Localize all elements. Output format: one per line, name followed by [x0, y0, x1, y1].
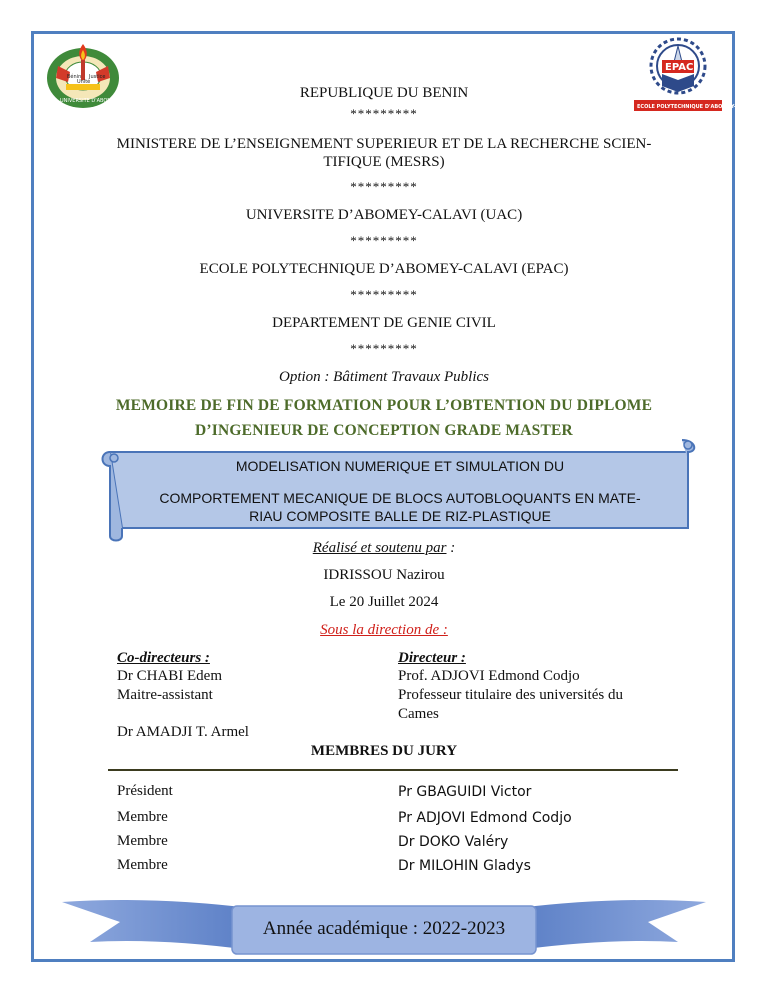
separator-stars: ********* — [350, 233, 418, 248]
uac-motto-mid: Unité — [77, 79, 91, 85]
uac-motto-left: Bénin — [67, 74, 82, 80]
ministry-line-1: MINISTERE DE L’ENSEIGNEMENT SUPERIEUR ET DE LA RECHERCHE SCIEN- — [116, 136, 652, 152]
defense-date: Le 20 Juillet 2024 — [329, 594, 439, 610]
epac-logo — [632, 36, 756, 114]
thesis-title-line-3: RIAU COMPOSITE BALLE DE RIZ-PLASTIQUE — [249, 508, 551, 524]
jury-divider — [108, 769, 678, 771]
jury-role: Membre — [117, 809, 168, 825]
memoire-line-2: D’INGENIEUR DE CONCEPTION GRADE MASTER — [195, 422, 573, 439]
author-label-text: Réalisé et soutenu par — [312, 540, 447, 556]
university-line: UNIVERSITE D’ABOMEY-CALAVI (UAC) — [245, 207, 523, 223]
author-label-suffix: : — [446, 540, 456, 556]
co-director-2-name: Dr AMADJI T. Armel — [117, 724, 249, 740]
epac-logo-text: EPAC — [665, 62, 694, 73]
separator-stars: ********* — [350, 106, 418, 121]
jury-member-name: Pr ADJOVI Edmond Codjo — [398, 810, 572, 826]
jury-member-name: Pr GBAGUIDI Victor — [398, 784, 532, 800]
epac-banner-text: ECOLE POLYTECHNIQUE D'ABOMEY-CALAVI — [637, 104, 756, 110]
academic-year: Année académique : 2022-2023 — [262, 918, 506, 939]
author-name: IDRISSOU Nazirou — [323, 567, 445, 583]
jury-role: Membre — [117, 857, 168, 873]
director-title-line-1: Professeur titulaire des universités du — [398, 687, 623, 703]
title-scroll-banner — [100, 436, 704, 542]
thesis-title-line-2: COMPORTEMENT MECANIQUE DE BLOCS AUTOBLOQUANTS EN MATE- — [159, 490, 641, 506]
co-director-1-name: Dr CHABI Edem — [117, 668, 222, 684]
option-line: Option : Bâtiment Travaux Publics — [279, 369, 489, 385]
direction-heading: Sous la direction de : — [320, 622, 448, 638]
jury-heading: MEMBRES DU JURY — [310, 743, 458, 759]
author-label — [0, 540, 768, 557]
jury-role: Président — [117, 783, 173, 799]
director-label: Directeur : — [398, 650, 466, 666]
uac-motto-right: Justice — [89, 74, 106, 80]
jury-role: Membre — [117, 833, 168, 849]
department-line: DEPARTEMENT DE GENIE CIVIL — [272, 315, 496, 331]
jury-member-name: Dr MILOHIN Gladys — [398, 858, 531, 874]
director-title-line-2: Cames — [398, 706, 439, 722]
memoire-line-1: MEMOIRE DE FIN DE FORMATION POUR L’OBTENTION DU DIPLOME — [115, 397, 653, 414]
separator-stars: ********* — [350, 287, 418, 302]
co-directors-label: Co-directeurs : — [117, 650, 210, 666]
jury-member-name: Dr DOKO Valéry — [398, 834, 509, 850]
thesis-title-line-1: MODELISATION NUMERIQUE ET SIMULATION DU — [235, 458, 565, 474]
director-name: Prof. ADJOVI Edmond Codjo — [398, 668, 580, 684]
separator-stars: ********* — [350, 341, 418, 356]
school-line: ECOLE POLYTECHNIQUE D’ABOMEY-CALAVI (EPAC) — [199, 261, 569, 277]
ministry-line-2: TIFIQUE (MESRS) — [323, 154, 445, 170]
uac-ring-text: UNIVERSITE D'ABOMEY-CALAVI — [60, 98, 137, 104]
separator-stars: ********* — [350, 179, 418, 194]
republic-line: REPUBLIQUE DU BENIN — [299, 85, 469, 101]
co-director-1-title: Maitre-assistant — [117, 687, 213, 703]
